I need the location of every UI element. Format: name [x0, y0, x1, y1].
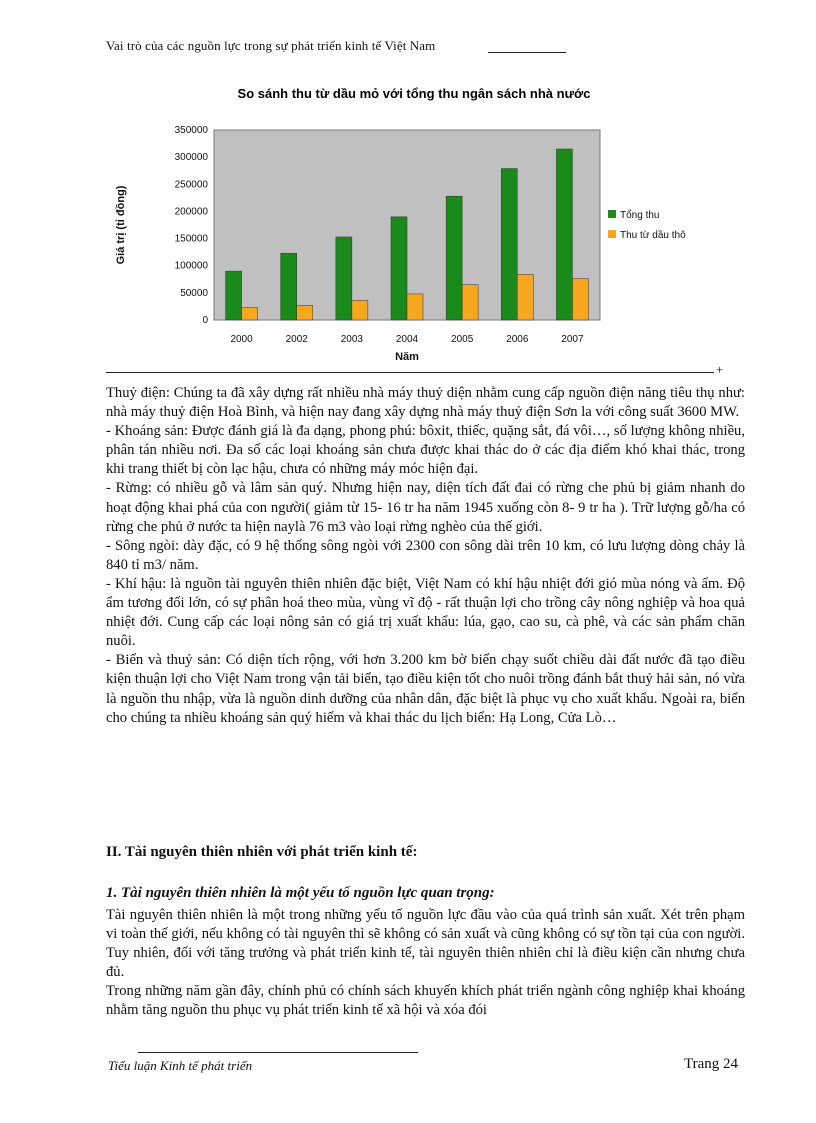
- y-axis-label: Giá trị (tỉ đồng): [115, 185, 127, 265]
- paragraph-minerals: - Khoáng sản: Được đánh giá là đa dạng, phong phú: bôxit, thiếc, quặng sắt, đá vôi…, số lượng không nhiều, phân tán nhiều nơi. Đa số các loại khoáng sản chưa được khai thác do ở các địa điểm khó khai thác, trong khi trang thiết bị còn lạc hậu, chưa có những máy móc hiện đại.: [106, 423, 745, 478]
- bar-total-2006: [501, 169, 517, 320]
- bar-total-2007: [556, 149, 572, 320]
- legend-swatch: [608, 230, 616, 238]
- page-number: Trang 24: [684, 1056, 739, 1072]
- footer-title: Tiểu luận Kinh tế phát triển: [108, 1058, 253, 1073]
- chart-svg: [104, 78, 724, 370]
- footer-rule: [138, 1052, 418, 1053]
- bar-total-2000: [226, 271, 242, 320]
- x-tick-label: 2000: [230, 334, 253, 345]
- chart-legend: [608, 209, 686, 241]
- legend-swatch: [608, 210, 616, 218]
- bar-oil-2004: [407, 294, 423, 320]
- paragraph-sea: - Biển và thuỷ sản: Có diện tích rộng, với hơn 3.200 km bờ biển chạy suốt chiều dài đất nước đã tạo điều kiện thuận lợi cho Việt Nam trong vận tải biển, tạo điều kiện tốt cho nuôi trồng đánh bắt thuỷ hải sản, nó vừa là nguồn thu nhập, vừa là nguồn dinh dưỡng của nhân dân, đặc biệt là phục vụ cho xuất khẩu. Ngoài ra, biển cho chúng ta nhiều khoáng sản quý hiếm và khai thác du lịch biển: Hạ Long, Cửa Lò…: [106, 652, 745, 726]
- subsection-heading: 1. Tài nguyên thiên nhiên là một yếu tố nguồn lực quan trọng:: [106, 885, 495, 901]
- x-axis-ticks: [230, 334, 584, 345]
- y-tick-label: 100000: [174, 260, 208, 272]
- paragraph-policy: Trong những năm gần đây, chính phủ có chính sách khuyến khích phát triển ngành công nghiệp khai khoáng nhằm tăng nguồn thu phục vụ phát triển kinh tế xã hội và xóa đói: [106, 983, 745, 1019]
- page-header: Vai trò của các nguồn lực trong sự phát triển kinh tế Việt Nam: [106, 38, 436, 53]
- bar-oil-2006: [517, 274, 533, 320]
- legend-label: Thu từ dầu thô: [620, 230, 686, 241]
- bar-total-2002: [281, 253, 297, 320]
- chart-title: So sánh thu từ dầu mỏ với tổng thu ngân sách nhà nước: [237, 86, 591, 101]
- body-paragraphs: [106, 384, 745, 728]
- y-tick-label: 250000: [174, 179, 208, 191]
- bar-oil-2003: [352, 300, 368, 320]
- divider-plus: +: [716, 362, 724, 377]
- bar-oil-2005: [462, 285, 478, 320]
- y-tick-label: 350000: [174, 125, 208, 136]
- paragraph-resources-role: Tài nguyên thiên nhiên là một trong những yếu tố nguồn lực đầu vào của quá trình sản xuất. Xét trên phạm vi toàn thế giới, nếu không có tài nguyên thì sẽ không có sản xuất và cũng không có sự tồn tại của con người. Tuy nhiên, đối với tăng trưởng và phát triển kinh tế, tài nguyên thiên nhiên chỉ là điều kiện cần nhưng chưa đủ.: [106, 907, 745, 981]
- y-tick-label: 150000: [174, 233, 208, 245]
- bar-total-2004: [391, 217, 407, 320]
- section-divider: [106, 372, 714, 373]
- paragraph-hydropower: Thuỷ điện: Chúng ta đã xây dựng rất nhiều nhà máy thuỷ diện nhằm cung cấp nguồn điện năng tiêu thụ như: nhà máy thuỷ điện Hoà Bình, và hiện nay đang xây dựng nhà máy thuỷ điện Sơn la với công suất 3600 MW.: [106, 385, 745, 421]
- x-tick-label: 2005: [451, 334, 474, 345]
- y-tick-label: 50000: [180, 287, 208, 299]
- header-underline: [488, 52, 566, 53]
- revenue-chart: [104, 78, 724, 370]
- paragraph-forests: - Rừng: có nhiều gỗ và lâm sản quý. Nhưng hiện nay, diện tích đất đai có rừng che phủ bị giảm nhanh do hoạt động khai phá của con người( giảm từ 15- 16 tr ha năm 1945 xuống còn 8- 9 tr ha ). Trữ lượng gỗ/ha có rừng che phủ ở nước ta hiện naylà 76 m3 vào loại rừng nghèo của thế giới.: [106, 480, 745, 535]
- x-tick-label: 2003: [340, 334, 363, 345]
- y-tick-label: 300000: [174, 152, 208, 164]
- x-tick-label: 2002: [285, 334, 308, 345]
- paragraph-rivers: - Sông ngòi: dày đặc, có 9 hệ thống sông ngòi với 2300 con sông dài trên 10 km, có lưu lượng dòng chảy là 840 tỉ m3/ năm.: [106, 537, 745, 573]
- bar-oil-2000: [242, 308, 258, 320]
- legend-label: Tổng thu: [620, 210, 660, 221]
- y-axis-ticks: [175, 125, 209, 326]
- y-tick-label: 200000: [174, 206, 208, 218]
- y-tick-label: 0: [202, 315, 208, 326]
- body-paragraphs-2: [106, 906, 745, 1021]
- x-tick-label: 2006: [506, 334, 529, 345]
- bar-total-2003: [336, 237, 352, 320]
- x-tick-label: 2007: [561, 334, 584, 345]
- section-heading: II. Tài nguyên thiên nhiên với phát triển kinh tế:: [106, 844, 418, 860]
- paragraph-climate: - Khí hậu: là nguồn tài nguyên thiên nhiên đặc biệt, Việt Nam có khí hậu nhiệt đới gió mùa nóng và ẩm. Độ ẩm tương đối lớn, có sự phân hoá theo mùa, vùng vĩ độ - rất thuận lợi cho trồng cây nông nghiệp và hoa quả nhiệt đới. Cung cấp các loại nông sản có giá trị xuất khẩu: lúa, gạo, cao su, cà phê, và các sản phẩm chăn nuôi.: [106, 575, 745, 650]
- x-axis-label: Năm: [395, 351, 419, 363]
- bar-oil-2002: [297, 305, 313, 320]
- bar-oil-2007: [572, 279, 588, 320]
- x-tick-label: 2004: [395, 334, 419, 345]
- bar-total-2005: [446, 196, 462, 320]
